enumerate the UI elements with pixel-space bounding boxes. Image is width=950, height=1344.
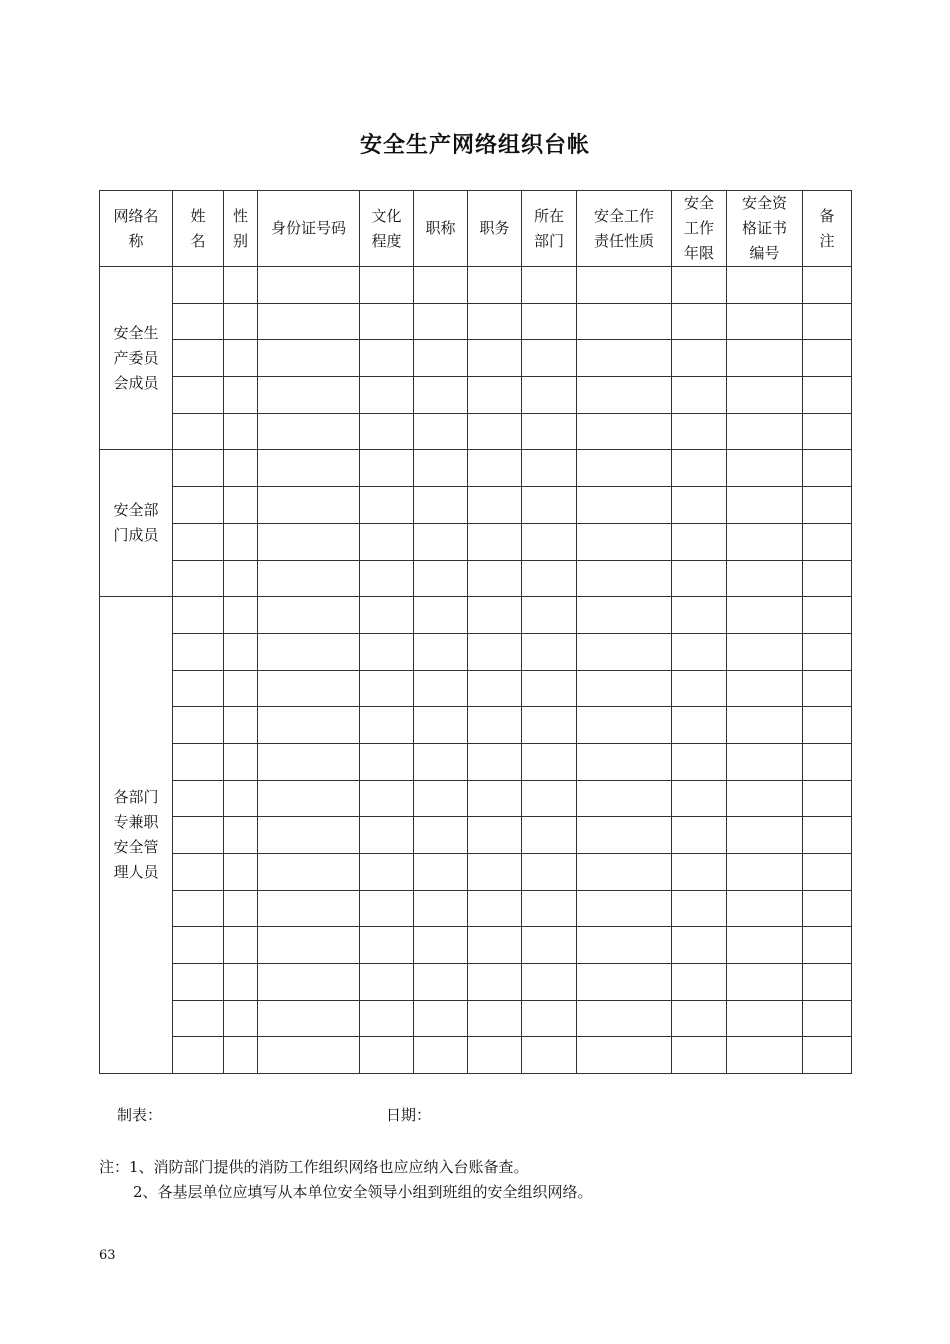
table-cell[interactable] [803, 707, 852, 744]
table-cell[interactable] [522, 670, 577, 707]
table-cell[interactable] [414, 560, 468, 597]
table-cell[interactable] [468, 817, 522, 854]
group-label-1: 安全部 门成员 [100, 450, 173, 597]
table-cell[interactable] [522, 597, 577, 634]
table-cell[interactable] [173, 303, 224, 340]
col-name: 姓 名 [173, 191, 224, 267]
table-cell[interactable] [258, 560, 360, 597]
table-cell[interactable] [727, 413, 803, 450]
table-cell[interactable] [224, 523, 258, 560]
table-cell[interactable] [173, 964, 224, 1001]
table-cell[interactable] [224, 854, 258, 891]
note-line-2: 2、各基层单位应填写从本单位安全领导小组到班组的安全组织网络。 [133, 1183, 593, 1201]
table-cell[interactable] [468, 854, 522, 891]
table-cell[interactable] [672, 597, 727, 634]
table-cell[interactable] [577, 927, 672, 964]
table-cell[interactable] [258, 927, 360, 964]
table-cell[interactable] [224, 743, 258, 780]
table-row [100, 1037, 852, 1074]
page-title: 安全生产网络组织台帐 [359, 133, 590, 158]
table-cell[interactable] [258, 890, 360, 927]
table-row [100, 854, 852, 891]
table-cell[interactable] [672, 817, 727, 854]
table-cell[interactable] [577, 707, 672, 744]
table-cell[interactable] [522, 267, 577, 304]
organization-ledger-table [99, 190, 852, 1074]
table-cell[interactable] [468, 633, 522, 670]
table-cell[interactable] [522, 780, 577, 817]
table-cell[interactable] [258, 707, 360, 744]
table-cell[interactable] [577, 780, 672, 817]
table-cell[interactable] [803, 487, 852, 524]
table-cell[interactable] [577, 817, 672, 854]
table-row [100, 633, 852, 670]
col-title: 职称 [414, 191, 468, 267]
table-cell[interactable] [803, 340, 852, 377]
table-cell[interactable] [672, 340, 727, 377]
table-cell[interactable] [803, 597, 852, 634]
table-cell[interactable] [360, 560, 414, 597]
table-cell[interactable] [577, 670, 672, 707]
table-cell[interactable] [173, 743, 224, 780]
table-cell[interactable] [414, 523, 468, 560]
group-label-2: 各部门 专兼职 安全管 理人员 [100, 597, 173, 1074]
table-cell[interactable] [468, 487, 522, 524]
table-cell[interactable] [468, 964, 522, 1001]
table-cell[interactable] [577, 560, 672, 597]
col-gender: 性 别 [224, 191, 258, 267]
table-cell[interactable] [414, 267, 468, 304]
table-cell[interactable] [224, 890, 258, 927]
table-cell[interactable] [360, 633, 414, 670]
table-cell[interactable] [468, 597, 522, 634]
table-cell[interactable] [360, 743, 414, 780]
table-cell[interactable] [173, 670, 224, 707]
table-cell[interactable] [727, 377, 803, 414]
table-cell[interactable] [803, 1037, 852, 1074]
table-cell[interactable] [360, 854, 414, 891]
table-cell[interactable] [577, 597, 672, 634]
table-cell[interactable] [360, 780, 414, 817]
table-row [100, 487, 852, 524]
table-cell[interactable] [727, 743, 803, 780]
table-cell[interactable] [803, 377, 852, 414]
table-cell[interactable] [727, 890, 803, 927]
date-label: 日期： [386, 1106, 432, 1124]
table-cell[interactable] [360, 523, 414, 560]
table-row [100, 267, 852, 304]
table-cell[interactable] [414, 854, 468, 891]
table-cell[interactable] [803, 303, 852, 340]
table-cell[interactable] [414, 743, 468, 780]
table-cell[interactable] [360, 964, 414, 1001]
table-cell[interactable] [803, 854, 852, 891]
table-cell[interactable] [414, 303, 468, 340]
table-cell[interactable] [577, 633, 672, 670]
table-cell[interactable] [577, 303, 672, 340]
table-cell[interactable] [672, 780, 727, 817]
note-line-1: 注：1、消防部门提供的消防工作组织网络也应应纳入台账备查。 [99, 1158, 529, 1176]
table-cell[interactable] [672, 1037, 727, 1074]
table-cell[interactable] [803, 743, 852, 780]
table-cell[interactable] [468, 743, 522, 780]
table-cell[interactable] [360, 487, 414, 524]
table-cell[interactable] [672, 523, 727, 560]
table-cell[interactable] [727, 560, 803, 597]
table-cell[interactable] [224, 670, 258, 707]
table-cell[interactable] [224, 597, 258, 634]
table-cell[interactable] [577, 1000, 672, 1037]
table-cell[interactable] [258, 1037, 360, 1074]
table-row [100, 303, 852, 340]
table-cell[interactable] [173, 927, 224, 964]
table-cell[interactable] [577, 413, 672, 450]
group-label-0: 安全生 产委员 会成员 [100, 267, 173, 450]
table-row [100, 670, 852, 707]
table-cell[interactable] [727, 1037, 803, 1074]
table-cell[interactable] [258, 340, 360, 377]
table-cell[interactable] [727, 450, 803, 487]
table-cell[interactable] [468, 1037, 522, 1074]
table-cell[interactable] [672, 560, 727, 597]
table-cell[interactable] [727, 487, 803, 524]
table-cell[interactable] [672, 450, 727, 487]
table-cell[interactable] [258, 487, 360, 524]
table-cell[interactable] [173, 450, 224, 487]
table-cell[interactable] [224, 707, 258, 744]
table-row [100, 450, 852, 487]
table-cell[interactable] [414, 1000, 468, 1037]
table-cell[interactable] [522, 560, 577, 597]
table-cell[interactable] [727, 340, 803, 377]
table-cell[interactable] [173, 817, 224, 854]
table-cell[interactable] [360, 597, 414, 634]
table-cell[interactable] [173, 1037, 224, 1074]
table-cell[interactable] [803, 560, 852, 597]
table-cell[interactable] [258, 670, 360, 707]
table-cell[interactable] [803, 890, 852, 927]
table-cell[interactable] [224, 450, 258, 487]
table-cell[interactable] [360, 1037, 414, 1074]
table-cell[interactable] [224, 817, 258, 854]
table-row [100, 890, 852, 927]
table-cell[interactable] [414, 597, 468, 634]
col-certificate-number: 安全资 格证书 编号 [727, 191, 803, 267]
table-cell[interactable] [414, 487, 468, 524]
table-cell[interactable] [522, 854, 577, 891]
table-cell[interactable] [173, 1000, 224, 1037]
table-cell[interactable] [258, 1000, 360, 1037]
table-cell[interactable] [577, 267, 672, 304]
table-cell[interactable] [672, 1000, 727, 1037]
table-cell[interactable] [522, 303, 577, 340]
table-cell[interactable] [173, 890, 224, 927]
col-safety-responsibility: 安全工作 责任性质 [577, 191, 672, 267]
table-cell[interactable] [672, 927, 727, 964]
col-id-number: 身份证号码 [258, 191, 360, 267]
header-row [100, 191, 852, 267]
maker-label: 制表： [117, 1106, 163, 1124]
table-cell[interactable] [360, 670, 414, 707]
table-cell[interactable] [727, 927, 803, 964]
table-cell[interactable] [577, 487, 672, 524]
table-cell[interactable] [224, 303, 258, 340]
table-cell[interactable] [258, 267, 360, 304]
table-cell[interactable] [522, 413, 577, 450]
table-cell[interactable] [803, 670, 852, 707]
table-cell[interactable] [727, 964, 803, 1001]
table-cell[interactable] [360, 450, 414, 487]
table-cell[interactable] [803, 523, 852, 560]
table-cell[interactable] [224, 780, 258, 817]
table-cell[interactable] [468, 890, 522, 927]
table-cell[interactable] [672, 890, 727, 927]
table-cell[interactable] [727, 780, 803, 817]
table-cell[interactable] [577, 523, 672, 560]
table-cell[interactable] [414, 780, 468, 817]
table-cell[interactable] [360, 267, 414, 304]
table-cell[interactable] [672, 487, 727, 524]
table-cell[interactable] [803, 817, 852, 854]
table-cell[interactable] [258, 377, 360, 414]
col-education: 文化 程度 [360, 191, 414, 267]
table-cell[interactable] [522, 377, 577, 414]
table-cell[interactable] [522, 817, 577, 854]
table-cell[interactable] [803, 780, 852, 817]
table-cell[interactable] [522, 1000, 577, 1037]
table-row [100, 927, 852, 964]
table-cell[interactable] [173, 413, 224, 450]
table-cell[interactable] [803, 1000, 852, 1037]
table-cell[interactable] [672, 413, 727, 450]
table-row [100, 964, 852, 1001]
table-cell[interactable] [414, 817, 468, 854]
table-cell[interactable] [173, 707, 224, 744]
table-cell[interactable] [468, 523, 522, 560]
table-row [100, 597, 852, 634]
table-row [100, 780, 852, 817]
table-cell[interactable] [803, 964, 852, 1001]
table-cell[interactable] [727, 523, 803, 560]
col-department: 所在 部门 [522, 191, 577, 267]
table-cell[interactable] [468, 377, 522, 414]
table-cell[interactable] [672, 633, 727, 670]
table-cell[interactable] [803, 450, 852, 487]
table-cell[interactable] [468, 927, 522, 964]
col-position: 职务 [468, 191, 522, 267]
table-cell[interactable] [173, 633, 224, 670]
table-cell[interactable] [360, 303, 414, 340]
table-cell[interactable] [224, 267, 258, 304]
table-cell[interactable] [803, 413, 852, 450]
table-cell[interactable] [522, 707, 577, 744]
table-cell[interactable] [577, 377, 672, 414]
table-cell[interactable] [468, 267, 522, 304]
table-row [100, 413, 852, 450]
table-cell[interactable] [173, 487, 224, 524]
table-cell[interactable] [522, 340, 577, 377]
table-cell[interactable] [414, 964, 468, 1001]
table-cell[interactable] [577, 890, 672, 927]
table-cell[interactable] [360, 927, 414, 964]
table-row [100, 523, 852, 560]
table-cell[interactable] [727, 854, 803, 891]
table-cell[interactable] [258, 523, 360, 560]
table-cell[interactable] [672, 707, 727, 744]
table-cell[interactable] [577, 450, 672, 487]
table-cell[interactable] [224, 560, 258, 597]
table-cell[interactable] [360, 817, 414, 854]
table-cell[interactable] [803, 927, 852, 964]
table-cell[interactable] [224, 413, 258, 450]
table-cell[interactable] [173, 780, 224, 817]
table-cell[interactable] [258, 780, 360, 817]
col-remarks: 备 注 [803, 191, 852, 267]
table-cell[interactable] [468, 670, 522, 707]
table-cell[interactable] [224, 487, 258, 524]
table-cell[interactable] [173, 377, 224, 414]
table-cell[interactable] [727, 267, 803, 304]
table-cell[interactable] [414, 927, 468, 964]
table-cell[interactable] [360, 890, 414, 927]
table-row [100, 743, 852, 780]
table-cell[interactable] [173, 560, 224, 597]
table-cell[interactable] [258, 413, 360, 450]
table-cell[interactable] [522, 487, 577, 524]
table-cell[interactable] [522, 1037, 577, 1074]
table-cell[interactable] [727, 817, 803, 854]
col-safety-years: 安全 工作 年限 [672, 191, 727, 267]
table-cell[interactable] [414, 340, 468, 377]
table-cell[interactable] [468, 303, 522, 340]
table-cell[interactable] [577, 854, 672, 891]
table-cell[interactable] [258, 743, 360, 780]
table-cell[interactable] [522, 964, 577, 1001]
table-row [100, 340, 852, 377]
table-cell[interactable] [173, 523, 224, 560]
table-cell[interactable] [727, 597, 803, 634]
table-cell[interactable] [224, 1000, 258, 1037]
table-cell[interactable] [224, 1037, 258, 1074]
table-cell[interactable] [258, 633, 360, 670]
table-cell[interactable] [577, 743, 672, 780]
table-cell[interactable] [224, 964, 258, 1001]
table-cell[interactable] [468, 1000, 522, 1037]
table-cell[interactable] [414, 633, 468, 670]
table-cell[interactable] [360, 1000, 414, 1037]
table-cell[interactable] [522, 633, 577, 670]
table-cell[interactable] [360, 413, 414, 450]
table-cell[interactable] [672, 267, 727, 304]
table-cell[interactable] [468, 780, 522, 817]
table-cell[interactable] [468, 560, 522, 597]
table-cell[interactable] [672, 854, 727, 891]
table-row [100, 560, 852, 597]
table-cell[interactable] [522, 927, 577, 964]
table-cell[interactable] [727, 707, 803, 744]
table-cell[interactable] [727, 303, 803, 340]
page-number: 63 [99, 1248, 116, 1263]
table-cell[interactable] [414, 670, 468, 707]
table-cell[interactable] [258, 964, 360, 1001]
table-cell[interactable] [672, 303, 727, 340]
table-cell[interactable] [522, 743, 577, 780]
table-cell[interactable] [360, 340, 414, 377]
table-cell[interactable] [414, 707, 468, 744]
table-cell[interactable] [258, 817, 360, 854]
table-cell[interactable] [414, 413, 468, 450]
table-cell[interactable] [224, 377, 258, 414]
table-cell[interactable] [522, 450, 577, 487]
table-cell[interactable] [577, 964, 672, 1001]
table-row [100, 1000, 852, 1037]
table-cell[interactable] [522, 890, 577, 927]
table-cell[interactable] [224, 927, 258, 964]
table-cell[interactable] [173, 267, 224, 304]
table-cell[interactable] [727, 633, 803, 670]
table-cell[interactable] [672, 964, 727, 1001]
table-cell[interactable] [224, 633, 258, 670]
table-cell[interactable] [173, 854, 224, 891]
table-cell[interactable] [577, 340, 672, 377]
table-cell[interactable] [258, 854, 360, 891]
table-row [100, 817, 852, 854]
table-cell[interactable] [224, 340, 258, 377]
table-cell[interactable] [173, 597, 224, 634]
table-cell[interactable] [414, 1037, 468, 1074]
table-cell[interactable] [672, 377, 727, 414]
table-cell[interactable] [672, 743, 727, 780]
table-cell[interactable] [414, 890, 468, 927]
table-cell[interactable] [727, 1000, 803, 1037]
col-network-name: 网络名 称 [100, 191, 173, 267]
table-cell[interactable] [468, 707, 522, 744]
table-cell[interactable] [173, 340, 224, 377]
table-cell[interactable] [258, 303, 360, 340]
table-cell[interactable] [258, 450, 360, 487]
table-cell[interactable] [414, 377, 468, 414]
table-cell[interactable] [360, 707, 414, 744]
table-cell[interactable] [468, 450, 522, 487]
table-cell[interactable] [468, 340, 522, 377]
table-row [100, 707, 852, 744]
table-cell[interactable] [577, 1037, 672, 1074]
table-cell[interactable] [360, 377, 414, 414]
table-cell[interactable] [803, 267, 852, 304]
table-cell[interactable] [468, 413, 522, 450]
table-cell[interactable] [803, 633, 852, 670]
table-cell[interactable] [414, 450, 468, 487]
table-row [100, 377, 852, 414]
table-cell[interactable] [672, 670, 727, 707]
table-cell[interactable] [727, 670, 803, 707]
table-cell[interactable] [522, 523, 577, 560]
table-cell[interactable] [258, 597, 360, 634]
